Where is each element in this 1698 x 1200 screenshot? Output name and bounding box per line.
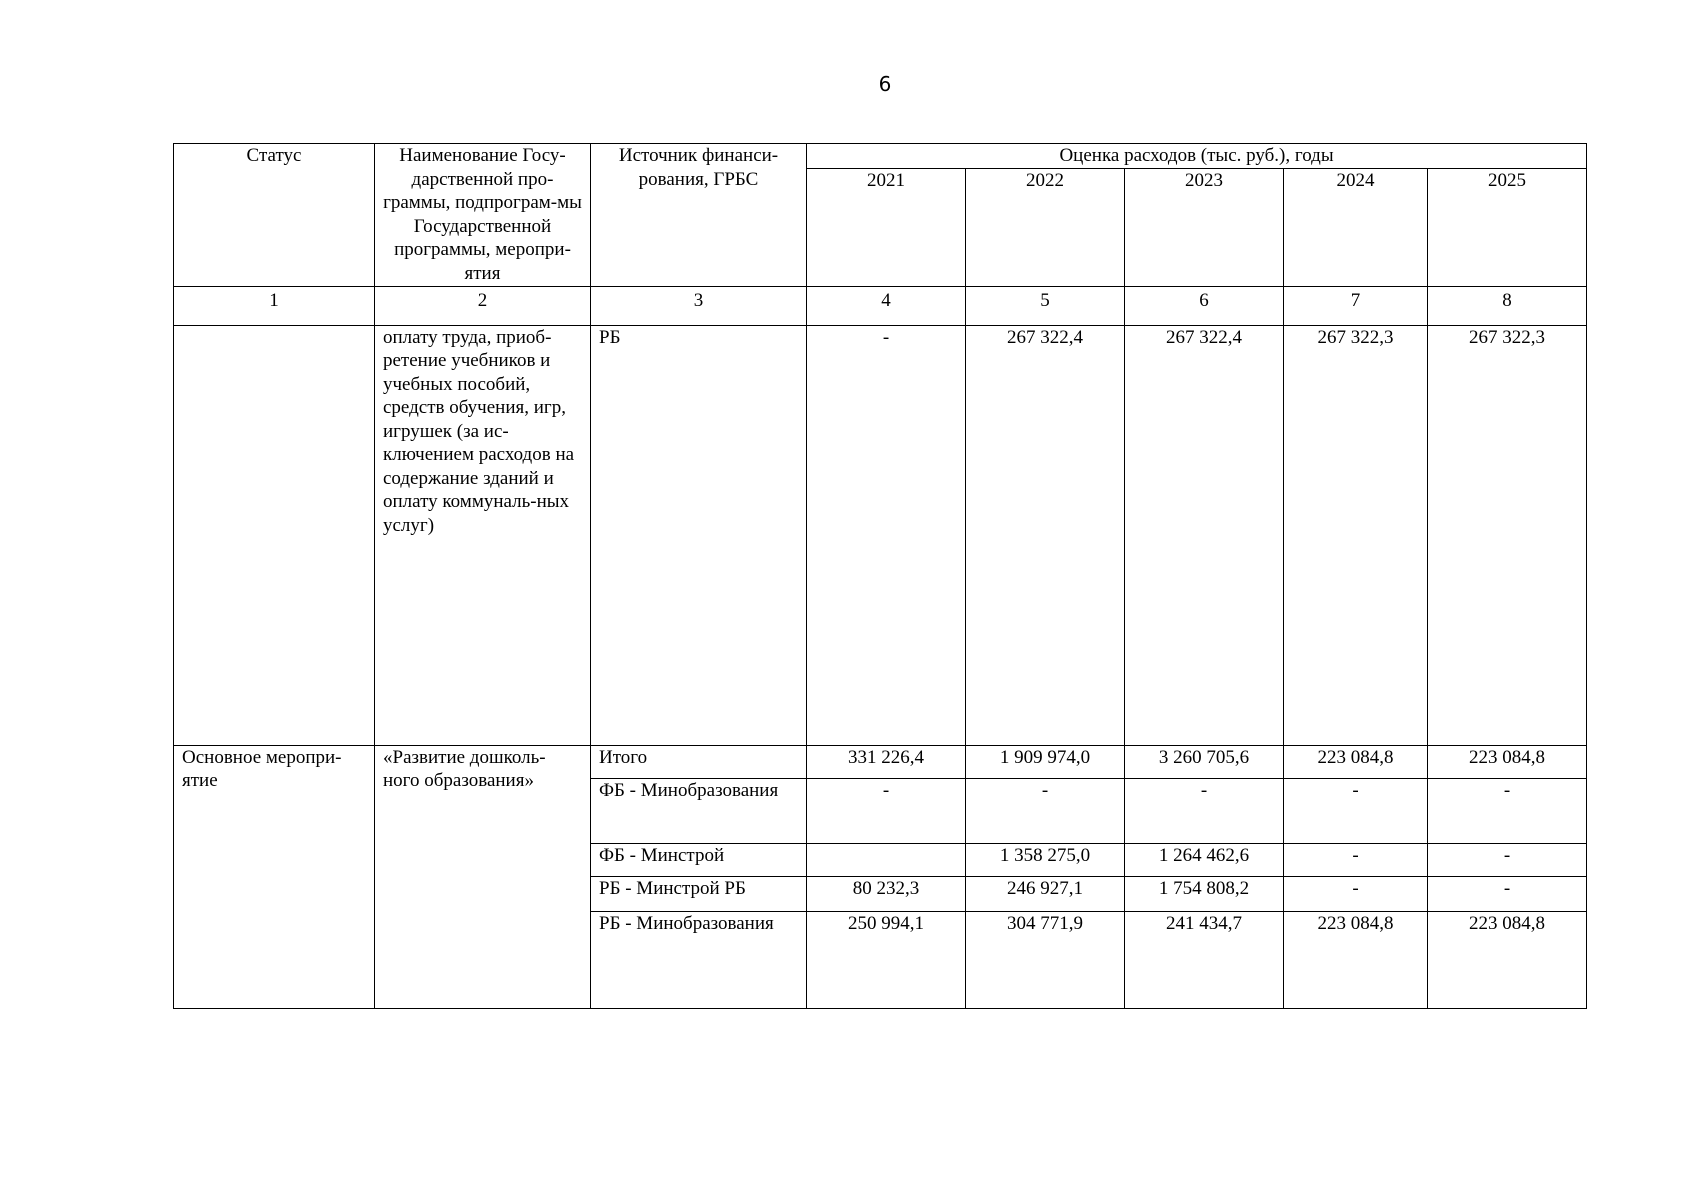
value-cell: 1 754 808,2 <box>1125 876 1284 911</box>
value-cell: - <box>807 325 966 745</box>
column-number: 4 <box>807 286 966 325</box>
header-source: Источник финанси-рования, ГРБС <box>591 144 807 287</box>
header-status: Статус <box>174 144 375 287</box>
name-cell: оплату труда, приоб-ретение учебников и учебных пособий, средств обучения, игр, игрушек (за ис-ключением расходов на содержание зданий и оплату коммуналь-ных услуг) <box>375 325 591 745</box>
header-name: Наименование Госу-дарственной про-граммы, подпрограм-мы Государственной программы, меропри-ятия <box>375 144 591 287</box>
source-cell: ФБ - Минстрой <box>591 843 807 876</box>
table-row <box>174 745 1587 778</box>
value-cell: 1 264 462,6 <box>1125 843 1284 876</box>
value-cell: - <box>1125 778 1284 843</box>
value-cell: 223 084,8 <box>1284 911 1428 1008</box>
value-cell: - <box>966 778 1125 843</box>
value-cell: - <box>1284 843 1428 876</box>
header-year: 2021 <box>807 168 966 286</box>
value-cell: 1 909 974,0 <box>966 745 1125 778</box>
value-cell: - <box>1284 778 1428 843</box>
column-number: 3 <box>591 286 807 325</box>
header-year: 2022 <box>966 168 1125 286</box>
column-number: 1 <box>174 286 375 325</box>
value-cell: 250 994,1 <box>807 911 966 1008</box>
header-year: 2023 <box>1125 168 1284 286</box>
column-number: 2 <box>375 286 591 325</box>
header-estimate: Оценка расходов (тыс. руб.), годы <box>807 144 1587 169</box>
value-cell: - <box>1284 876 1428 911</box>
source-cell: РБ - Минобразования <box>591 911 807 1008</box>
source-cell: РБ <box>591 325 807 745</box>
status-cell <box>174 325 375 745</box>
value-cell: 223 084,8 <box>1284 745 1428 778</box>
source-cell: РБ - Минстрой РБ <box>591 876 807 911</box>
value-cell: 267 322,4 <box>966 325 1125 745</box>
header-year: 2025 <box>1428 168 1587 286</box>
column-number: 8 <box>1428 286 1587 325</box>
table-row <box>174 325 1587 745</box>
value-cell: 304 771,9 <box>966 911 1125 1008</box>
column-number: 5 <box>966 286 1125 325</box>
value-cell: - <box>807 778 966 843</box>
value-cell: - <box>1428 876 1587 911</box>
value-cell: 1 358 275,0 <box>966 843 1125 876</box>
value-cell: 267 322,3 <box>1284 325 1428 745</box>
value-cell: 267 322,4 <box>1125 325 1284 745</box>
source-cell: ФБ - Минобразования <box>591 778 807 843</box>
column-number: 7 <box>1284 286 1428 325</box>
value-cell: 331 226,4 <box>807 745 966 778</box>
value-cell: 223 084,8 <box>1428 911 1587 1008</box>
value-cell: 223 084,8 <box>1428 745 1587 778</box>
status-cell: Основное меропри-ятие <box>174 745 375 1008</box>
value-cell: - <box>1428 778 1587 843</box>
value-cell: 246 927,1 <box>966 876 1125 911</box>
column-number: 6 <box>1125 286 1284 325</box>
value-cell: 3 260 705,6 <box>1125 745 1284 778</box>
name-cell: «Развитие дошколь-ного образования» <box>375 745 591 1008</box>
page-number: 6 <box>878 72 892 96</box>
source-cell: Итого <box>591 745 807 778</box>
value-cell: 267 322,3 <box>1428 325 1587 745</box>
value-cell: 80 232,3 <box>807 876 966 911</box>
value-cell: 241 434,7 <box>1125 911 1284 1008</box>
header-year: 2024 <box>1284 168 1428 286</box>
value-cell <box>807 843 966 876</box>
budget-table <box>173 143 1587 1009</box>
value-cell: - <box>1428 843 1587 876</box>
